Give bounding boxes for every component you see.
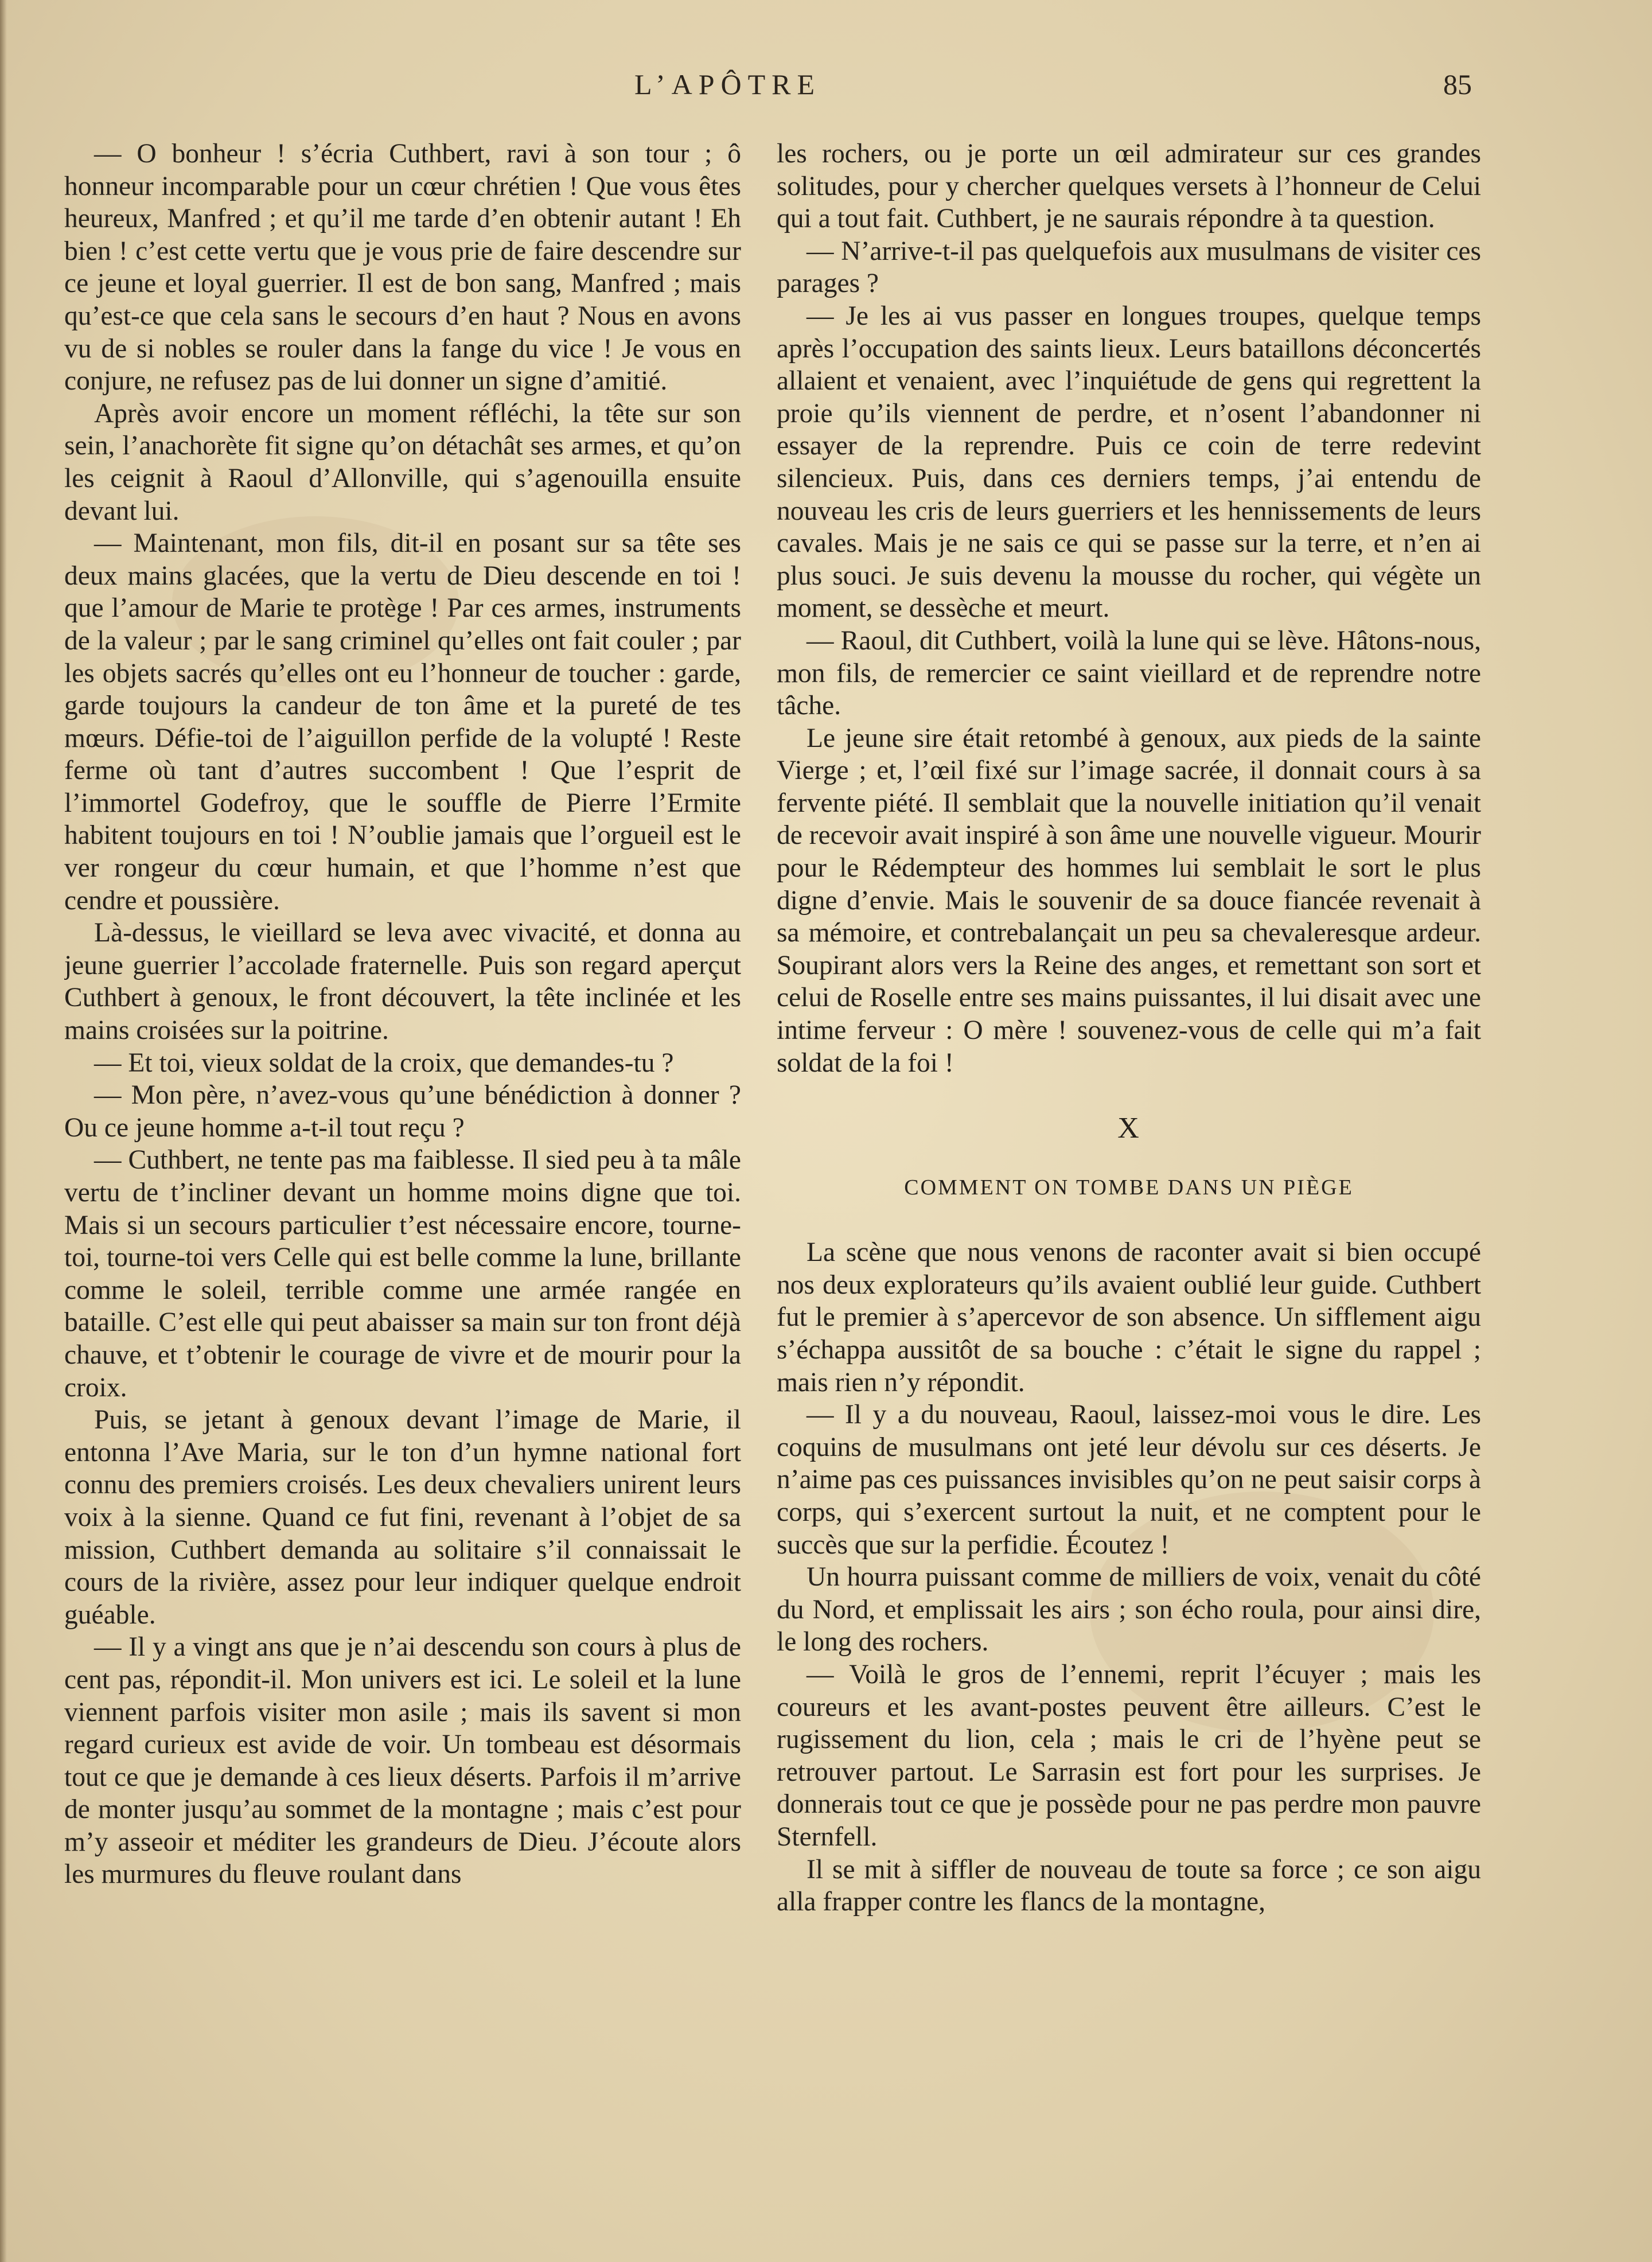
right-text-column xyxy=(777,138,1481,2168)
paragraph: Le jeune sire était retombé à genoux, aux pieds de la sainte Vierge ; et, l’œil fixé sur l’image sacrée, il donnait cours à sa fervente piété. Il semblait que la nouvelle initiation qu’il venait de recevoir avait inspiré à son âme une nouvelle vigueur. Mourir pour le Rédempteur des hommes lui semblait le sort le plus digne d’envie. Mais le souvenir de sa douce fiancée revenait à sa mémoire, et contrebalançait un peu sa chevaleresque ardeur. Soupirant alors vers la Reine des anges, et remettant son sort et celui de Roselle entre ses mains puissantes, il lui disait avec une intime ferveur : O mère ! souvenez-vous de celle qui m’a fait soldat de la foi ! xyxy=(777,723,1481,1078)
paragraph: Puis, se jetant à genoux devant l’image de Marie, il entonna l’Ave Maria, sur le ton d’un hymne national fort connu des premiers croisés. Les deux chevaliers unirent leurs voix à la sienne. Quand ce fut fini, revenant à l’objet de sa mission, Cuthbert demanda au solitaire s’il connaissait le cours de la rivière, assez pour leur indiquer quelque endroit guéable. xyxy=(64,1405,741,1630)
running-header xyxy=(0,64,1652,104)
page-number: 85 xyxy=(1443,68,1472,100)
paragraph: — Maintenant, mon fils, dit-il en posant sur sa tête ses deux mains glacées, que la vertu de Dieu descende en toi ! que l’amour de Marie te protège ! Par ces armes, instruments de la valeur ; par le sang criminel qu’elles ont fait couler ; par les objets sacrés qu’elles ont eu l’honneur de toucher : garde, garde toujours la candeur de ton âme et la pureté de tes mœurs. Défie-toi de l’aiguillon perfide de la volupté ! Reste ferme où tant d’autres succombent ! Que l’esprit de l’immortel Godefroy, que le souffle de Pierre l’Ermite habitent toujours en toi ! N’oublie jamais que l’orgueil est le ver rongeur du cœur humain, et que l’homme n’est que cendre et poussière. xyxy=(64,528,741,916)
paragraph: — Il y a du nouveau, Raoul, laissez-moi vous le dire. Les coquins de musulmans ont jeté leur dévolu sur ces déserts. Je n’aime pas ces puissances invisibles qu’on ne peut saisir corps à corps, qui s’exercent surtout la nuit, et ne comptent pour le succès que sur la perfidie. Écoutez ! xyxy=(777,1400,1481,1560)
paragraph: La scène que nous venons de raconter avait si bien occupé nos deux explorateurs qu’ils avaient oublié leur guide. Cuthbert fut le premier à s’apercevor de son absence. Un sifflement aigu s’échappa aussitôt de sa bouche : c’était le signe du rappel ; mais rien n’y répondit. xyxy=(777,1237,1481,1397)
running-title: L’APÔTRE xyxy=(634,68,821,100)
paragraph: — N’arrive-t-il pas quelquefois aux musulmans de visiter ces parages ? xyxy=(777,236,1481,299)
paragraph-continued: les rochers, ou je porte un œil admirateur sur ces grandes solitudes, pour y chercher quelques versets à l’honneur de Celui qui a tout fait. Cuthbert, je ne saurais répondre à ta question. xyxy=(777,139,1481,234)
paragraph: — O bonheur ! s’écria Cuthbert, ravi à son tour ; ô honneur incomparable pour un cœur chrétien ! Que vous êtes heureux, Manfred ; et qu’il me tarde d’en obtenir autant ! Eh bien ! c’est cette vertu que je vous prie de faire descendre sur ce jeune et loyal guerrier. Il est de bon sang, Manfred ; mais qu’est-ce que cela sans le secours d’en haut ? Nous en avons vu de si nobles se rouler dans la fange du vice ! Je vous en conjure, ne refusez pas de lui donner un signe d’amitié. xyxy=(64,139,741,396)
left-text-column xyxy=(64,138,741,2168)
paragraph: — Il y a vingt ans que je n’ai descendu son cours à plus de cent pas, répondit-il. Mon univers est ici. Le soleil et la lune viennent parfois visiter mon asile ; mais ils savent si mon regard curieux est avide de voir. Un tombeau est désormais tout ce que je demande à ces lieux déserts. Parfois il m’arrive de monter jusqu’au sommet de la montagne ; mais c’est pour m’y asseoir et méditer les grandeurs de Dieu. J’écoute alors les murmures du fleuve roulant dans xyxy=(64,1632,741,1890)
page-binding-edge xyxy=(0,0,7,2262)
paragraph: — Cuthbert, ne tente pas ma faiblesse. Il sied peu à ta mâle vertu de t’incliner devant un homme moins digne que toi. Mais si un secours particulier t’est nécessaire encore, tourne-toi, tourne-toi vers Celle qui est belle comme la lune, brillante comme le soleil, terrible comme une armée rangée en bataille. C’est elle qui peut abaisser sa main sur ton front déjà chauve, et t’obtenir le courage de vivre et de mourir pour la croix. xyxy=(64,1145,741,1403)
paragraph: — Mon père, n’avez-vous qu’une bénédiction à donner ? Ou ce jeune homme a-t-il tout reçu ? xyxy=(64,1080,741,1143)
paragraph: — Je les ai vus passer en longues troupes, quelque temps après l’occupation des saints lieux. Leurs bataillons déconcertés allaient et venaient, avec l’inquiétude de gens qui regrettent la proie qu’ils viennent de perdre, et n’osent l’abandonner ni essayer de la reprendre. Puis ce coin de terre redevint silencieux. Puis, dans ces derniers temps, j’ai entendu de nouveau les cris de leurs guerriers et les hennissements de leurs cavales. Mais je ne sais ce qui se passe sur la terre, et n’en ai plus souci. Je suis devenu la mousse du rocher, qui végète un moment, se dessèche et meurt. xyxy=(777,301,1481,624)
paragraph: — Raoul, dit Cuthbert, voilà la lune qui se lève. Hâtons-nous, mon fils, de remercier ce saint vieillard et de reprendre notre tâche. xyxy=(777,625,1481,721)
paragraph: Il se mit à siffler de nouveau de toute sa force ; ce son aigu alla frapper contre les flancs de la montagne, xyxy=(777,1854,1481,1917)
chapter-title: COMMENT ON TOMBE DANS UN PIÈGE xyxy=(904,1175,1354,1200)
chapter-number: X xyxy=(1117,1112,1140,1145)
paragraph: Là-dessus, le vieillard se leva avec vivacité, et donna au jeune guerrier l’accolade fraternelle. Puis son regard aperçut Cuthbert à genoux, le front découvert, la tête inclinée et les mains croisées sur la poitrine. xyxy=(64,918,741,1046)
paragraph: Un hourra puissant comme de milliers de voix, venait du côté du Nord, et emplissait les airs ; son écho roula, pour ainsi dire, le long des rochers. xyxy=(777,1562,1481,1657)
paragraph: Après avoir encore un moment réfléchi, la tête sur son sein, l’anachorète fit signe qu’on détachât ses armes, et qu’on les ceignit à Raoul d’Allonville, qui s’agenouilla ensuite devant lui. xyxy=(64,398,741,526)
paragraph: — Voilà le gros de l’ennemi, reprit l’écuyer ; mais les coureurs et les avant-postes peuvent être ailleurs. C’est le rugissement du lion, cela ; mais le cri de l’hyène peut se retrouver partout. Le Sarrasin est fort pour les surprises. Je donnerais tout ce que je possède pour ne pas perdre mon pauvre Sternfell. xyxy=(777,1659,1481,1852)
paragraph: — Et toi, vieux soldat de la croix, que demandes-tu ? xyxy=(94,1048,674,1078)
